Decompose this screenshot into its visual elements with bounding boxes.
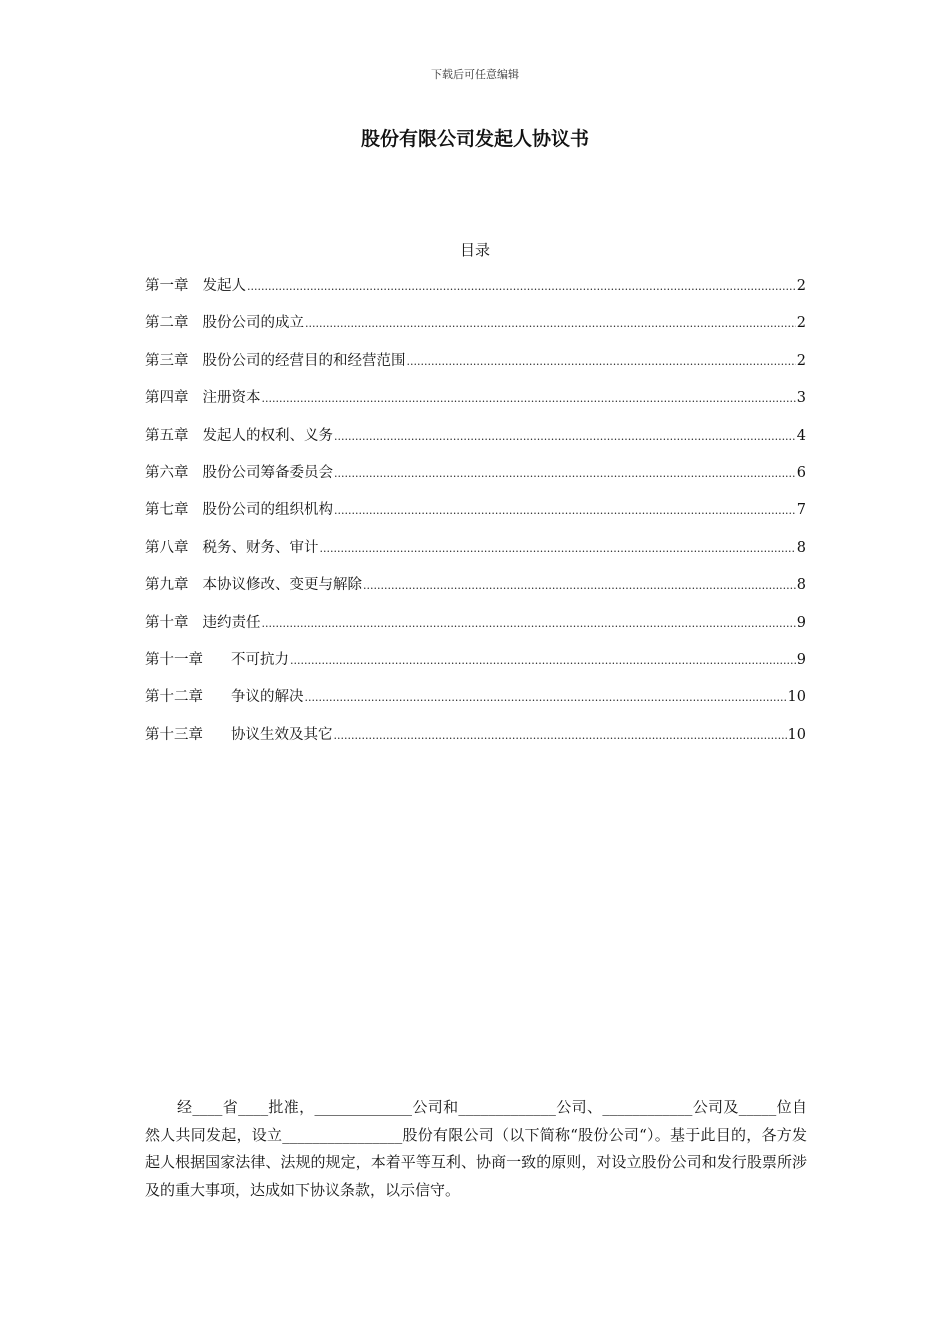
toc-chapter-number: 第八章 [145,539,189,556]
toc-chapter-title: 协议生效及其它 [231,726,333,743]
toc-chapter-number: 第十一章 [145,651,203,668]
toc-entry-1[interactable] [145,268,806,305]
toc-chapter-title: 本协议修改、变更与解除 [202,577,362,594]
toc-page-number: 3 [796,390,806,407]
toc-page-number: 10 [787,689,806,706]
toc-chapter-number: 第十二章 [145,689,203,706]
toc-chapter-title: 股份公司的成立 [202,315,304,332]
toc-dot-leader [290,642,796,679]
toc-entry-4[interactable] [145,380,806,417]
toc-page-number: 2 [796,278,806,294]
toc-chapter-title: 税务、财务、审计 [202,539,319,556]
toc-dot-leader [262,380,796,417]
toc-chapter-number: 第六章 [145,464,189,481]
toc-dot-leader [407,343,796,380]
toc-page-number: 2 [796,315,806,332]
toc-page-number: 9 [796,651,806,668]
toc-chapter-number: 第七章 [145,502,189,519]
toc-chapter-title: 不可抗力 [231,651,289,668]
document-title: 股份有限公司发起人协议书 [360,128,589,150]
toc-chapter-title: 发起人 [202,278,246,294]
toc-chapter-number: 第十三章 [145,726,203,743]
toc-entry-9[interactable] [145,567,806,604]
toc-chapter-title: 争议的解决 [231,689,304,706]
toc-entry-3[interactable] [145,343,806,380]
toc-chapter-number: 第三章 [145,352,189,369]
toc-chapter-title: 发起人的权利、义务 [202,427,333,444]
toc-chapter-number: 第九章 [145,577,189,594]
toc-dot-leader [334,455,796,492]
toc-page-number: 9 [796,614,806,631]
toc-chapter-title: 股份公司的组织机构 [202,502,333,519]
toc-page-number: 8 [796,539,806,556]
toc-chapter-title: 违约责任 [202,614,261,631]
toc-chapter-number: 第一章 [145,278,189,294]
toc-dot-leader [334,492,796,529]
toc-chapter-number: 第四章 [145,390,189,407]
toc-entry-11[interactable] [145,642,806,679]
toc-chapter-title: 股份公司的经营目的和经营范围 [202,352,406,369]
toc-chapter-number: 第二章 [145,315,189,332]
toc-page-number: 6 [796,464,806,481]
toc-entry-12[interactable] [145,679,806,716]
page-header-note: 下载后可任意编辑 [431,68,519,81]
toc-page-number: 4 [796,427,806,444]
toc-entry-7[interactable] [145,492,806,529]
toc-page-number: 7 [796,502,806,519]
toc-dot-leader [247,268,796,305]
toc-chapter-number: 第五章 [145,427,189,444]
toc-page-number: 2 [796,352,806,369]
toc-entry-2[interactable] [145,305,806,342]
toc-dot-leader [305,679,787,716]
toc-dot-leader [262,605,796,642]
table-of-contents [145,268,806,754]
toc-chapter-title: 注册资本 [202,390,261,407]
toc-entry-5[interactable] [145,418,806,455]
toc-page-number: 8 [796,577,806,594]
toc-dot-leader [320,530,796,567]
toc-chapter-title: 股份公司筹备委员会 [202,464,333,481]
toc-entry-13[interactable] [145,717,806,754]
toc-entry-6[interactable] [145,455,806,492]
toc-chapter-number: 第十章 [145,614,189,631]
toc-entry-8[interactable] [145,530,806,567]
toc-page-number: 10 [787,726,806,743]
intro-paragraph: 经____省____批准，_____________公司和_____________公司、____________公司及_____位自然人共同发起，设立________________股份有限公司（以下简称“股份公司“）。基于此目的，各方发起人根据国家法律、法规的规定，本着平等互利、协商一致的原则，对设立股份公司和发行股票所涉及的重大事项，达成如下协议条款，以示信守。 [145,1098,807,1199]
toc-dot-leader [363,567,796,604]
toc-entry-10[interactable] [145,605,806,642]
toc-heading: 目录 [459,241,490,259]
toc-dot-leader [305,305,796,342]
toc-dot-leader [334,418,796,455]
toc-dot-leader [334,717,787,754]
